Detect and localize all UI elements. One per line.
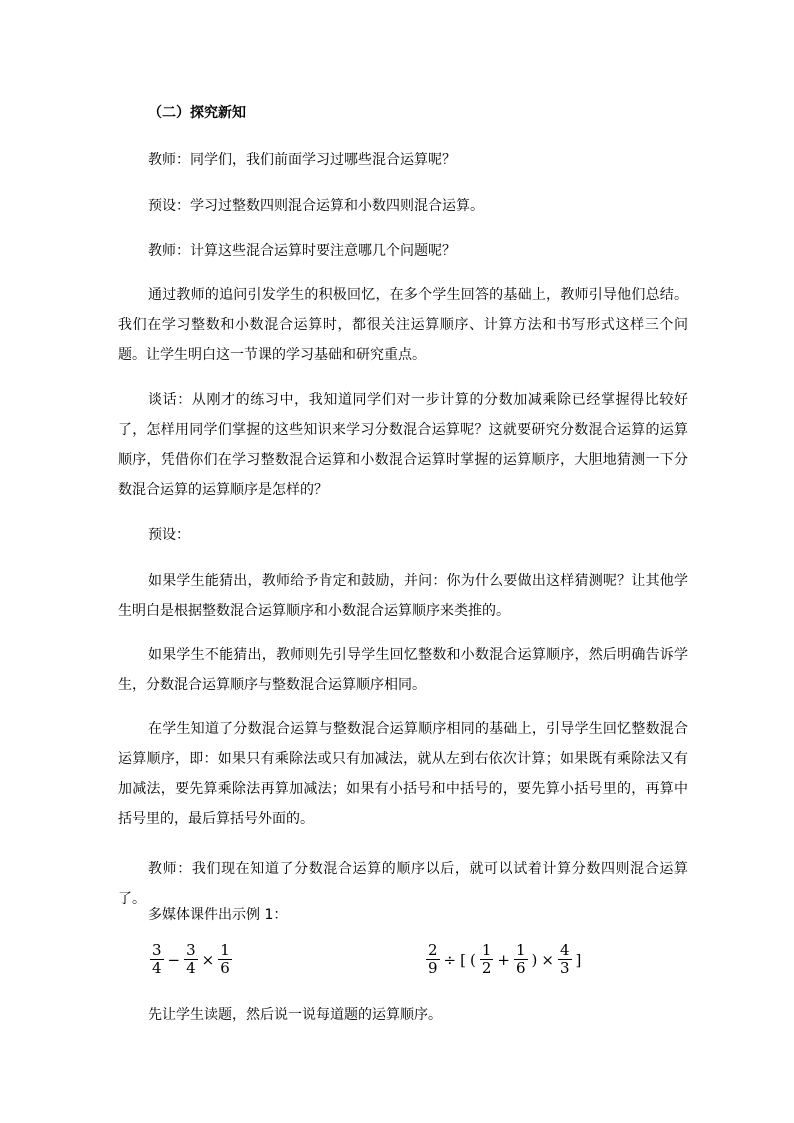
times-operator: ×: [541, 950, 554, 969]
fraction: $\frac{2}{9}$: [428, 941, 438, 977]
paragraph-example-label: 多媒体课件出示例 1：: [148, 907, 288, 923]
plus-operator: +: [497, 950, 510, 969]
section-heading: （二）探究新知: [148, 105, 246, 121]
left-bracket: [: [460, 950, 466, 969]
left-paren: (: [469, 950, 476, 969]
paragraph-cannot-guess: 如果学生不能猜出，教师则先引导学生回忆整数和小数混合运算顺序，然后明确告诉学生，分数混合运算顺序与整数混合运算顺序相同。: [118, 647, 688, 693]
fraction: $\frac{1}{2}$: [481, 941, 492, 977]
paragraph-order-rules: 在学生知道了分数混合运算与整数混合运算顺序相同的基础上，引导学生回忆整数混合运算顺序，即：如果只有乘除法或只有加减法，就从左到右依次计算；如果既有乘除法又有加减法，要先算乘除法再算加减法；如果有小括号和中括号的，要先算小括号里的，再算中括号里的，最后算括号外面的。: [118, 721, 688, 827]
paragraph-preset-label: 预设：: [148, 527, 190, 543]
right-bracket: ]: [575, 950, 582, 969]
fraction: $\frac{1}{6}$: [220, 941, 230, 977]
example-expression-1: [148, 942, 234, 977]
times-operator: ×: [201, 950, 215, 969]
paragraph-summary: 通过教师的追问引发学生的积极回忆，在多个学生回答的基础上，教师引导他们总结。我们在学习整数和小数混合运算时，都很关注运算顺序、计算方法和书写形式这样三个问题。让学生明白这一节课的学习基础和研究重点。: [118, 287, 688, 363]
right-paren: ): [531, 950, 538, 969]
fraction: $\frac{4}{3}$: [559, 941, 570, 977]
divide-operator: ÷: [443, 950, 457, 969]
fraction: $\frac{3}{4}$: [152, 941, 162, 977]
dialogue-line-teacher-question: 教师：同学们，我们前面学习过哪些混合运算呢？: [148, 152, 456, 168]
fraction: $\frac{1}{6}$: [515, 941, 526, 977]
example-expression-2: [424, 942, 583, 977]
fraction: $\frac{3}{4}$: [186, 941, 196, 977]
minus-operator: −: [167, 950, 181, 969]
dialogue-line-preset-answer: 预设：学习过整数四则混合运算和小数四则混合运算。: [148, 198, 484, 214]
paragraph-talk: 谈话：从刚才的练习中，我知道同学们对一步计算的分数加减乘除已经掌握得比较好了，怎样用同学们掌握的这些知识来学习分数混合运算呢？这就要研究分数混合运算的运算顺序，凭借你们在学习整数混合运算和小数混合运算时掌握的运算顺序，大胆地猜测一下分数混合运算的运算顺序是怎样的？: [118, 392, 688, 498]
paragraph-can-guess: 如果学生能猜出，教师给予肯定和鼓励，并问：你为什么要做出这样猜测呢？让其他学生明白是根据整数混合运算顺序和小数混合运算顺序来类推的。: [118, 573, 688, 619]
paragraph-teacher-transition: 教师：我们现在知道了分数混合运算的顺序以后，就可以试着计算分数四则混合运算了。: [118, 861, 688, 907]
dialogue-line-teacher-followup: 教师：计算这些混合运算时要注意哪几个问题呢？: [148, 243, 456, 259]
paragraph-read-problem: 先让学生读题，然后说一说每道题的运算顺序。: [148, 1007, 442, 1023]
